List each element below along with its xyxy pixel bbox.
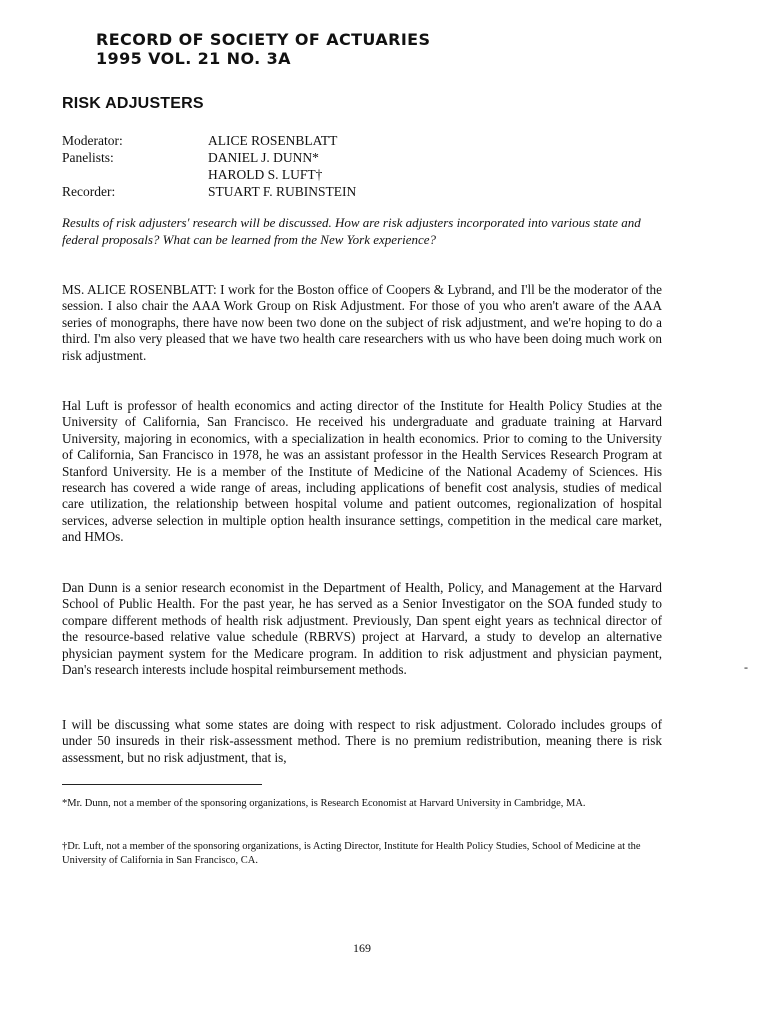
- journal-volume: 1995 VOL. 21 NO. 3A: [96, 49, 291, 68]
- body-paragraph: Dan Dunn is a senior research economist in the Department of Health, Policy, and Management at the Harvard School of Public Health. For the past year, he has served as a Senior Investigator on the SOA funded study to compare different methods of health risk adjustment. Previously, Dan spent eight years as technical director of the resource-based relative value schedule (RBRVS) project at Harvard, a study to develop an alternative physician payment system for the Medicare program. In addition to risk adjustment and physician payment, Dan's research interests include hospital reimbursement methods.: [62, 580, 662, 678]
- participant-name: DANIEL J. DUNN*: [208, 150, 319, 165]
- body-paragraph: I will be discussing what some states are doing with respect to risk adjustment. Colorado includes groups of under 50 insureds in their risk-assessment method. There is no premium redistribution, meaning there is risk assessment, but no risk adjustment, that is,: [62, 717, 662, 765]
- participant-name: ALICE ROSENBLATT: [208, 133, 338, 148]
- session-abstract: Results of risk adjusters' research will be discussed. How are risk adjusters incorporated into various state and federal proposals? What can be learned from the New York experience?: [62, 215, 641, 247]
- participant-row-panelist-2: [62, 166, 356, 183]
- journal-header: [96, 30, 430, 68]
- participant-row-panelist-1: [62, 149, 356, 166]
- page-number: 169: [353, 941, 371, 955]
- participant-name: HAROLD S. LUFT†: [208, 167, 323, 182]
- role-label: Panelists:: [62, 150, 114, 165]
- session-title: RISK ADJUSTERS: [62, 95, 204, 112]
- role-label: [62, 166, 208, 183]
- participants-list: [62, 132, 356, 200]
- participant-row-moderator: [62, 132, 356, 149]
- footnote: †Dr. Luft, not a member of the sponsoring organizations, is Acting Director, Institute for Health Policy Studies, School of Medicine at the University of California in San Francisco, CA.: [62, 841, 641, 866]
- body-paragraph: Hal Luft is professor of health economics and acting director of the Institute for Health Policy Studies at the University of California, San Francisco. He received his undergraduate and graduate training at Harvard University, majoring in economics, with a specialization in health economics. Prior to coming to the University of California, San Francisco in 1978, he was an assistant professor in the Health Services Research Program at Stanford University. He is a member of the Institute of Medicine of the National Academy of Sciences. His research has covered a wide range of areas, including applications of benefit cost analysis, studies of medical care utilization, the relationship between hospital volume and patient outcomes, regionalization of hospital services, adverse selection in multiple option health insurance settings, competition in the medical care market, and HMOs.: [62, 398, 662, 545]
- margin-mark: -: [744, 660, 748, 674]
- participant-name: STUART F. RUBINSTEIN: [208, 184, 357, 199]
- journal-title: RECORD OF SOCIETY OF ACTUARIES: [96, 30, 431, 49]
- footnote: *Mr. Dunn, not a member of the sponsoring organizations, is Research Economist at Harvard University in Cambridge, MA.: [62, 798, 586, 809]
- role-label: Moderator:: [62, 133, 123, 148]
- participant-row-recorder: [62, 183, 356, 200]
- body-paragraph: MS. ALICE ROSENBLATT: I work for the Boston office of Coopers & Lybrand, and I'll be the moderator of the session. I also chair the AAA Work Group on Risk Adjustment. For those of you who aren't aware of the AAA series of monographs, there have now been two done on the subject of risk adjustment, and we're hoping to do a third. I'm also very pleased that we have two health care researchers with us who have been doing much work on risk adjustment.: [62, 282, 662, 363]
- footnote-divider: [62, 784, 262, 785]
- role-label: Recorder:: [62, 184, 116, 199]
